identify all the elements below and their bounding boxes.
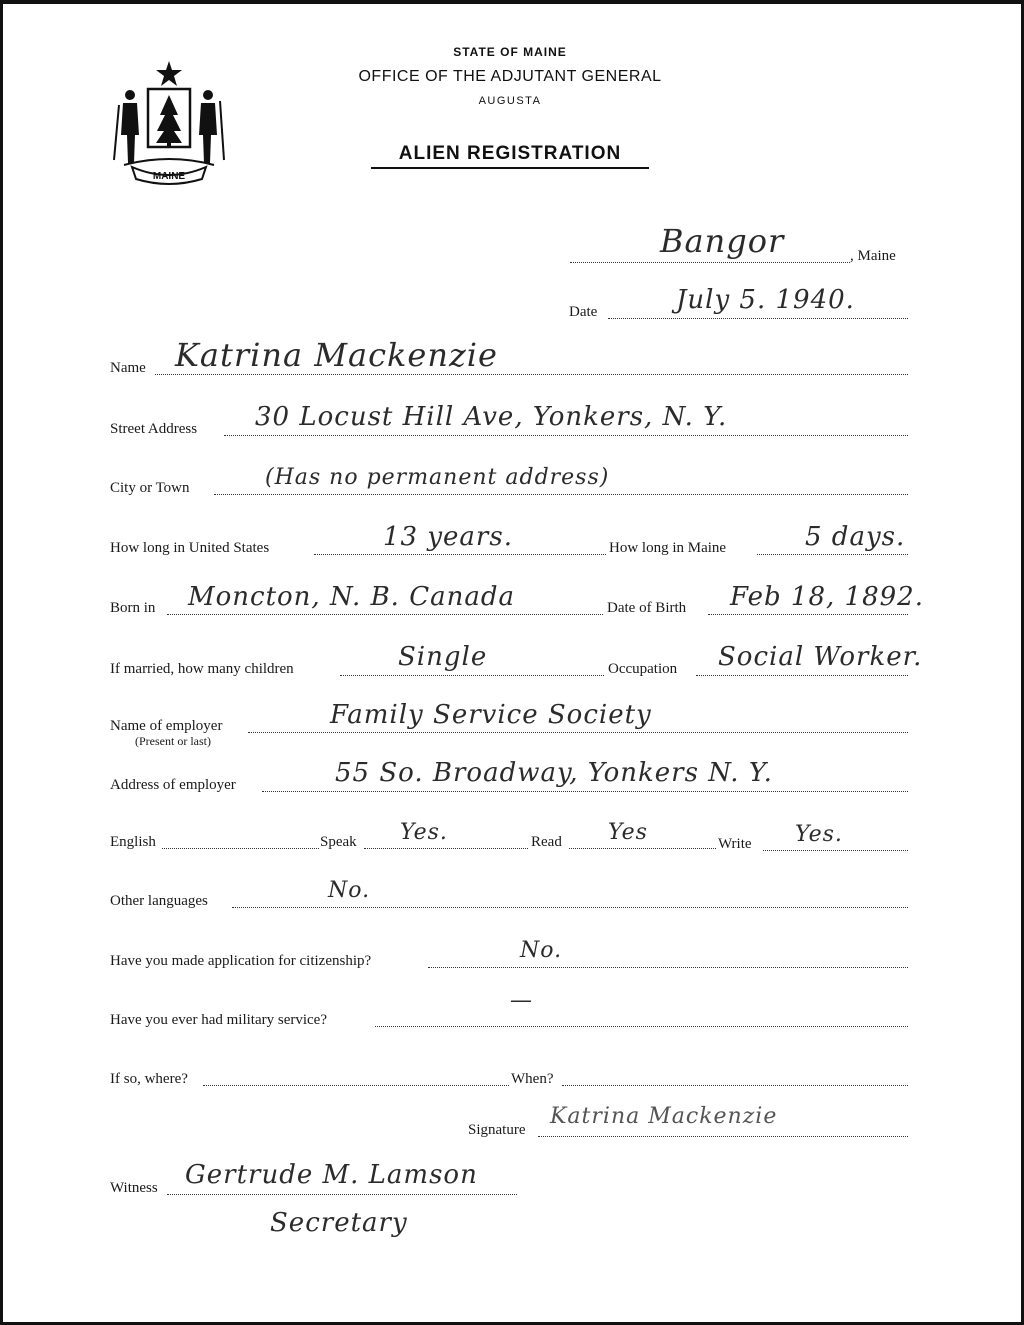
occupation-value: Social Worker.	[718, 642, 923, 672]
employer-dots	[248, 732, 908, 733]
scan-border-left	[0, 0, 3, 1325]
speak-value: Yes.	[400, 820, 448, 845]
street-dots	[224, 435, 908, 436]
date-value: July 5. 1940.	[676, 285, 855, 315]
witness-value: Gertrude M. Lamson	[185, 1160, 478, 1190]
write-value: Yes.	[795, 822, 843, 847]
employer-sublabel: (Present or last)	[135, 734, 211, 748]
military-value: —	[510, 988, 533, 1013]
other-languages-dots	[232, 907, 908, 908]
born-in-label: Born in	[110, 600, 156, 616]
name-value: Katrina Mackenzie	[175, 336, 498, 374]
city-dots	[214, 494, 908, 495]
how-long-us-value: 13 years.	[383, 522, 513, 552]
born-in-value: Moncton, N. B. Canada	[188, 582, 515, 612]
signature-dots	[538, 1136, 908, 1137]
other-languages-value: No.	[328, 878, 371, 903]
born-in-dots	[167, 614, 603, 615]
english-label: English	[110, 834, 156, 850]
when-label: When?	[511, 1071, 554, 1087]
svg-text:MAINE: MAINE	[152, 171, 186, 182]
dob-label: Date of Birth	[607, 600, 687, 616]
city-heading: AUGUSTA	[478, 95, 542, 107]
write-dots	[763, 850, 908, 851]
how-long-maine-value: 5 days.	[805, 522, 906, 552]
form-title: ALIEN REGISTRATION	[398, 143, 622, 164]
children-value: Single	[398, 642, 488, 672]
street-value: 30 Locust Hill Ave, Yonkers, N. Y.	[255, 402, 728, 432]
place-value: Bangor	[660, 222, 785, 260]
how-long-maine-dots	[757, 554, 908, 555]
dob-dots	[708, 614, 908, 615]
read-label: Read	[531, 834, 562, 850]
military-dots	[375, 1026, 908, 1027]
children-dots	[340, 675, 604, 676]
signature-value: Katrina Mackenzie	[550, 1104, 778, 1129]
citizenship-dots	[428, 967, 908, 968]
name-dots	[155, 374, 908, 375]
write-label: Write	[718, 836, 752, 852]
military-label: Have you ever had military service?	[110, 1012, 327, 1028]
name-label: Name	[110, 360, 146, 376]
employer-address-label: Address of employer	[110, 777, 236, 793]
other-languages-label: Other languages	[110, 893, 208, 909]
speak-label: Speak	[320, 834, 357, 850]
read-dots	[569, 848, 716, 849]
employer-value: Family Service Society	[330, 700, 652, 730]
place-suffix: , Maine	[850, 248, 896, 264]
office-heading: OFFICE OF THE ADJUTANT GENERAL	[358, 68, 662, 85]
where-dots	[203, 1085, 509, 1086]
employer-address-dots	[262, 791, 908, 792]
speak-dots	[364, 848, 528, 849]
title-underline	[371, 167, 649, 169]
witness-label: Witness	[110, 1180, 158, 1196]
when-dots	[562, 1085, 908, 1086]
employer-address-value: 55 So. Broadway, Yonkers N. Y.	[335, 758, 773, 788]
citizenship-label: Have you made application for citizenship?	[110, 953, 372, 969]
dob-value: Feb 18, 1892.	[730, 582, 924, 612]
maine-state-seal	[110, 55, 228, 187]
how-long-us-label: How long in United States	[110, 540, 270, 556]
place-dots	[570, 262, 850, 263]
how-long-us-dots	[314, 554, 606, 555]
date-label: Date	[569, 304, 598, 320]
read-value: Yes	[608, 820, 648, 845]
date-dots	[608, 318, 908, 319]
scan-border-top	[0, 0, 1024, 4]
how-long-maine-label: How long in Maine	[609, 540, 727, 556]
where-label: If so, where?	[110, 1071, 188, 1087]
employer-label: Name of employer	[110, 718, 223, 734]
witness-dots	[167, 1194, 517, 1195]
occupation-label: Occupation	[608, 661, 678, 677]
street-label: Street Address	[110, 421, 198, 437]
occupation-dots	[696, 675, 908, 676]
english-dots	[162, 848, 319, 849]
city-value: (Has no permanent address)	[265, 465, 610, 490]
city-label: City or Town	[110, 480, 190, 496]
witness-title: Secretary	[270, 1208, 408, 1238]
signature-label: Signature	[468, 1122, 526, 1138]
children-label: If married, how many children	[110, 661, 294, 677]
state-heading: STATE OF MAINE	[453, 45, 567, 59]
citizenship-value: No.	[520, 938, 563, 963]
